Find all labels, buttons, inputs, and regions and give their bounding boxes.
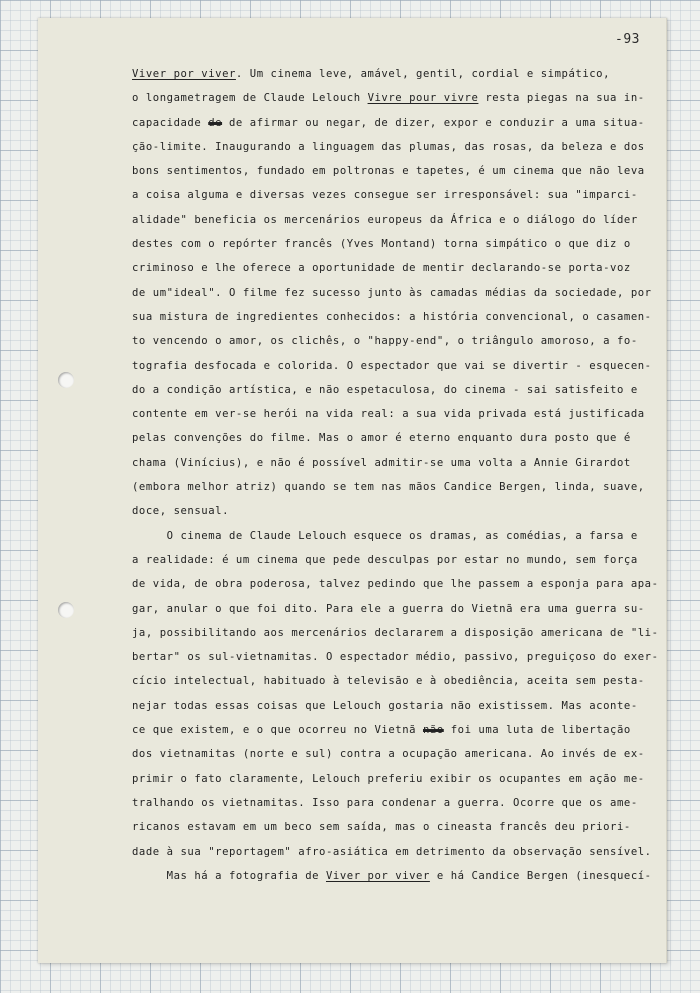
text-segment: (embora melhor atriz) quando se tem nas mãos Candice Bergen, linda, suave, (132, 481, 645, 494)
text-segment: de um"ideal". O filme fez sucesso junto às camadas médias da sociedade, por (132, 286, 652, 299)
page-number: -93 (615, 32, 640, 47)
text-segment: contente em ver-se herói na vida real: a sua vida privada está justificada (132, 408, 645, 421)
text-line (132, 232, 700, 256)
text-segment: primir o fato claramente, Lelouch preferiu exibir os ocupantes em ação me- (132, 772, 645, 785)
text-line (132, 669, 700, 693)
text-segment: capacidade (132, 116, 209, 129)
text-segment: e há Candice Bergen (inesquecí- (429, 869, 652, 882)
text-line (132, 524, 700, 548)
text-segment: sua mistura de ingredientes conhecidos: a história convencional, o casamen- (132, 310, 652, 323)
text-line (132, 354, 700, 378)
text-segment: bertar" os sul-vietnamitas. O espectador médio, passivo, preguiçoso do exer- (132, 651, 659, 664)
text-line (132, 864, 700, 888)
text-segment: ce que existem, e o que ocorreu no Vietnã (132, 724, 423, 737)
text-line (132, 597, 700, 621)
text-line (132, 548, 700, 572)
text-line (132, 767, 700, 791)
text-line (132, 426, 700, 450)
text-segment: resta piegas na sua in- (478, 92, 645, 105)
text-segment: tralhando os vietnamitas. Isso para condenar a guerra. Ocorre que os ame- (132, 796, 638, 809)
text-segment: gar, anular o que foi dito. Para ele a guerra do Vietnã era uma guerra su- (132, 602, 645, 615)
text-line (132, 256, 700, 280)
text-segment: pelas convenções do filme. Mas o amor é eterno enquanto dura posto que é (132, 432, 631, 445)
text-segment: cício intelectual, habituado à televisão e à obediência, aceita sem pesta- (132, 675, 645, 688)
text-line (132, 183, 700, 207)
text-segment: foi uma luta de libertação (443, 724, 631, 737)
text-line (132, 378, 700, 402)
text-line (132, 645, 700, 669)
text-line (132, 718, 700, 742)
text-line (132, 621, 700, 645)
text-line (132, 86, 700, 110)
text-line (132, 572, 700, 596)
text-segment: Mas há a fotografia de (132, 869, 326, 882)
text-segment: O cinema de Claude Lelouch esquece os dramas, as comédias, a farsa e (132, 529, 638, 542)
text-segment: alidade" beneficia os mercenários europeus da África e o diálogo do líder (132, 213, 638, 226)
text-segment: dos vietnamitas (norte e sul) contra a ocupação americana. Ao invés de ex- (132, 748, 645, 761)
text-segment: criminoso e lhe oferece a oportunidade de mentir declarando-se porta-voz (132, 262, 631, 275)
text-line (132, 840, 700, 864)
text-line (132, 499, 700, 523)
text-line (132, 281, 700, 305)
text-segment: bons sentimentos, fundado em poltronas e tapetes, é um cinema que não leva (132, 165, 645, 178)
text-segment: destes com o repórter francês (Yves Montand) torna simpático o que diz o (132, 238, 631, 251)
text-line (132, 451, 700, 475)
text-segment: to vencendo o amor, os clichês, o "happy-end", o triângulo amoroso, a fo- (132, 335, 638, 348)
text-line (132, 694, 700, 718)
text-segment: . Um cinema leve, amável, gentil, cordial e simpático, (235, 68, 611, 80)
text-line (132, 791, 700, 815)
text-line (132, 329, 700, 353)
text-segment: chama (Vinícius), e não é possível admitir-se uma volta a Annie Girardot (132, 456, 631, 469)
struck-out-text: não (422, 724, 444, 737)
text-segment: de afirmar ou negar, de dizer, expor e conduzir a uma situa- (222, 116, 645, 129)
text-line (132, 475, 700, 499)
typewritten-text (132, 62, 700, 888)
struck-out-text: de (208, 116, 223, 129)
text-segment: ção-limite. Inaugurando a linguagem das plumas, das rosas, da beleza e dos (132, 140, 645, 153)
text-segment: o longametragem de Claude Lelouch (132, 92, 368, 105)
text-segment: doce, sensual. (132, 505, 229, 518)
text-segment: a realidade: é um cinema que pede desculpas por estar no mundo, sem força (132, 553, 638, 566)
text-segment: tografia desfocada e colorida. O espectador que vai se divertir - esquecen- (132, 359, 652, 372)
text-segment: ricanos estavam em um beco sem saída, mas o cineasta francês deu priori- (132, 821, 631, 834)
text-line (132, 742, 700, 766)
text-line (132, 208, 700, 232)
text-line (132, 135, 700, 159)
underlined-title: Vivre pour vivre (367, 92, 479, 105)
text-segment: ja, possibilitando aos mercenários declararem a disposição americana de "li- (132, 626, 659, 639)
text-segment: dade à sua "reportagem" afro-asiática em detrimento da observação sensível. (132, 845, 652, 858)
text-line (132, 62, 700, 86)
text-segment: nejar todas essas coisas que Lelouch gostaria não existissem. Mas aconte- (132, 699, 638, 712)
text-segment: a coisa alguma e diversas vezes consegue ser irresponsável: sua "imparci- (132, 189, 638, 202)
text-segment: de vida, de obra poderosa, talvez pedindo que lhe passem a esponja para apa- (132, 578, 659, 591)
text-line (132, 159, 700, 183)
text-line (132, 305, 700, 329)
text-line (132, 402, 700, 426)
punch-hole (58, 602, 74, 618)
underlined-title: Viver por viver (132, 68, 236, 80)
text-segment: do a condição artística, e não espetaculosa, do cinema - sai satisfeito e (132, 383, 638, 396)
text-line (132, 815, 700, 839)
text-line (132, 111, 700, 135)
punch-hole (58, 372, 74, 388)
underlined-title: Viver por viver (325, 869, 430, 882)
